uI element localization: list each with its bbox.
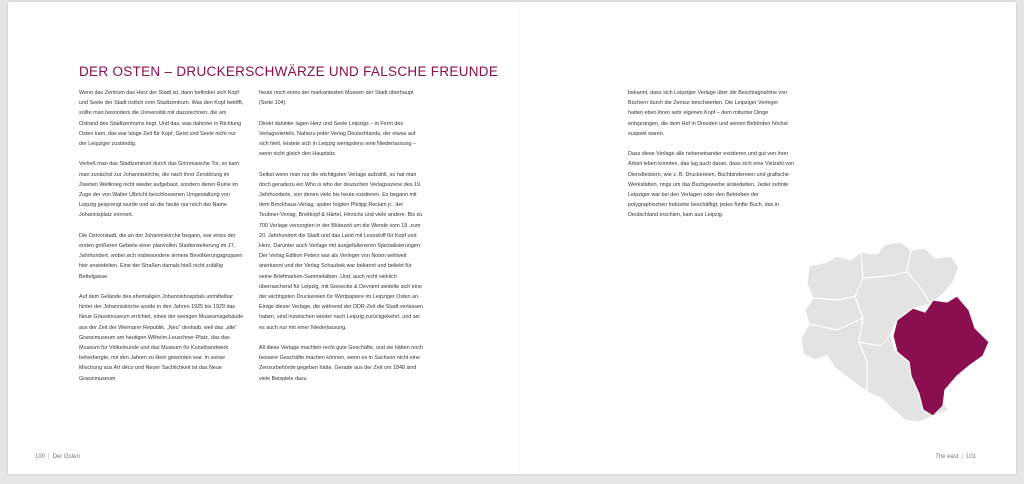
folio-right [935,454,976,460]
district-map [793,238,993,424]
text-column-3 [628,88,794,231]
paragraph: Verließ man das Stadtzentrum durch das Grimmaische Tor, so kam man zunächst zur Johanniskirche, die nach ihrer Zerstörung im Zweiten Weltkrieg nicht wieder aufgebaut, sondern deren Ruine im Zuge der von Walter Ulbricht beschlossenen Umgestaltung von Leipzig gesprengt wurde und an die heute nur noch der Name Johannisplatz erinnert. [79,161,239,219]
paragraph: Die Ostvorstadt, die an der Johanniskirche begann, war eines der ersten größeren Gebiete einer planvollen Stadterweiterung im 17. Jahrhundert, wobei sich insbesondere ärmere Bevölkerungsgruppen hier ansiedelten. Eine der Straßen damals hieß nicht zufällig Bettelgasse. [79,232,243,280]
text-column-2 [259,88,425,394]
page-number-right: 101 [965,454,976,460]
paragraph: All diese Verlage machten recht gute Geschäfte, und sie hätten noch bessere Geschäfte machen können, wenn es in Sachsen nicht eine Zensurbehörde gegeben hätte. Gerade aus der Zeit um 1848 sind viele Beispiele dazu [259,345,423,382]
paragraph: heute noch eines der markantesten Museen der Stadt überhaupt (Seite 104). [259,90,414,107]
folio-separator: | [961,454,963,460]
gutter [519,2,520,474]
book-spread [8,2,1016,474]
folio-separator: | [48,454,50,460]
paragraph: Auf dem Gelände des ehemaligen Johannishospitals unmittelbar hinter der Johanniskirche wurde in den Jahren 1925 bis 1929 das Neue Grassimuseum errichtet, eines der wenigen Museumsgebäude aus der Zeit der Weimarer Republik. „Neu“ deshalb, weil das „alte“ Grassimuseum am heutigen Wilhelm-Leuschner-Platz, das das Museum für Völkerkunde und das Museum für Kunsthandwerk beherbergte, mit den Jahren zu klein geworden war. In seiner Mischung aus Art déco und Neuer Sachlichkeit ist das Neue Grassimuseum [79,294,244,382]
paragraph: Direkt dahinter lagen Herz und Seele Leipzigs – in Form des Verlagsviertels. Nahezu jeder Verlag Deutschlands, der etwas auf sich hielt, leistete sich in Leipzig wenigstens eine Niederlassung – wenn nicht gleich den Hauptsitz. [259,120,417,158]
paragraph: Selbst wenn man nur die wichtigsten Verlage aufzählt, so hat man doch geradezu ein Who is who der deutschen Verlagsszene des 19. Jahrhunderts, von denen viele bis heute existieren. Es begann mit dem Brockhaus-Verlag, später folgten Philipp Reclam jr., der Teubner-Verlag, Breitkopf & Härtel, Hinrichs und viele andere. Bis zu 700 Verlage versorgten in der Blütezeit um die Wende vom 19. zum 20. Jahrhundert die Stadt und das Land mit Lesestoff für Kopf und Herz. Darunter auch Verlage mit ausgefalleneren Spezialisierungen: Der Verlag Edition Peters war als Verleger von Noten weltweit anerkannt und der Verlag Schaubek war bekannt und beliebt für seine Briefmarken-Sammelalben. Und, auch nicht wirklich überraschend für Leipzig, mit Giesecke & Devrient siedelte sich eine der wichtigsten Druckereien für Wertpapiere im Leipziger Osten an. Einige dieser Verlage, die während der DDR-Zeit die Stadt verlassen haben, sind inzwischen wieder nach Leipzig zurückgekehrt, und sei es auch nur mit einer Niederlassung. [259,171,423,331]
paragraph: Dass diese Verlage alle nebeneinander existieren und gut von ihrer Arbeit leben konnten, das lag auch daran, dass sich eine Vielzahl von Dienstleistern, wie z. B. Druckereien, Buchbindereien und grafische Werkstätten, rings um das Buchgewerbe ansiedelten. Jeder zehnte Leipziger war bei den Verlagen oder den Betrieben der polygraphischen Industrie beschäftigt; jedes fünfte Buch, das in Deutschland erschien, kam aus Leipzig. [628,151,794,219]
section-label-left: Der Osten [52,454,80,460]
section-label-right: The east [935,454,959,460]
page-number-left: 100 [35,454,46,460]
paragraph: bekannt, dass sich Leipziger Verlage über die Beschlagnahme von Büchern durch die Zensur beschwerten. Die Leipziger Verleger hatten eben ihren sehr eigenen Kopf – dem mitunter Dinge entsprangen, die dem Hof in Dresden und seinen Behörden höchst suspekt waren. [628,90,788,137]
text-column-1 [79,88,245,394]
chapter-heading: DER OSTEN – DRUCKERSCHWÄRZE UND FALSCHE FREUNDE [79,64,499,79]
paragraph: Wenn das Zentrum das Herz der Stadt ist, dann befinden sich Kopf und Seele der Stadt östlich vom Stadtzentrum. Was den Kopf betrifft, sollte man besonders die Universität mit dazurechnen, die am Ostrand des Stadtzentrums liegt. Und das, was dahinter in Richtung Osten kam, das war lange Zeit für Kopf, Geist und Seele nicht nur der Leipziger zuständig. [79,90,244,148]
folio-left [35,454,80,460]
